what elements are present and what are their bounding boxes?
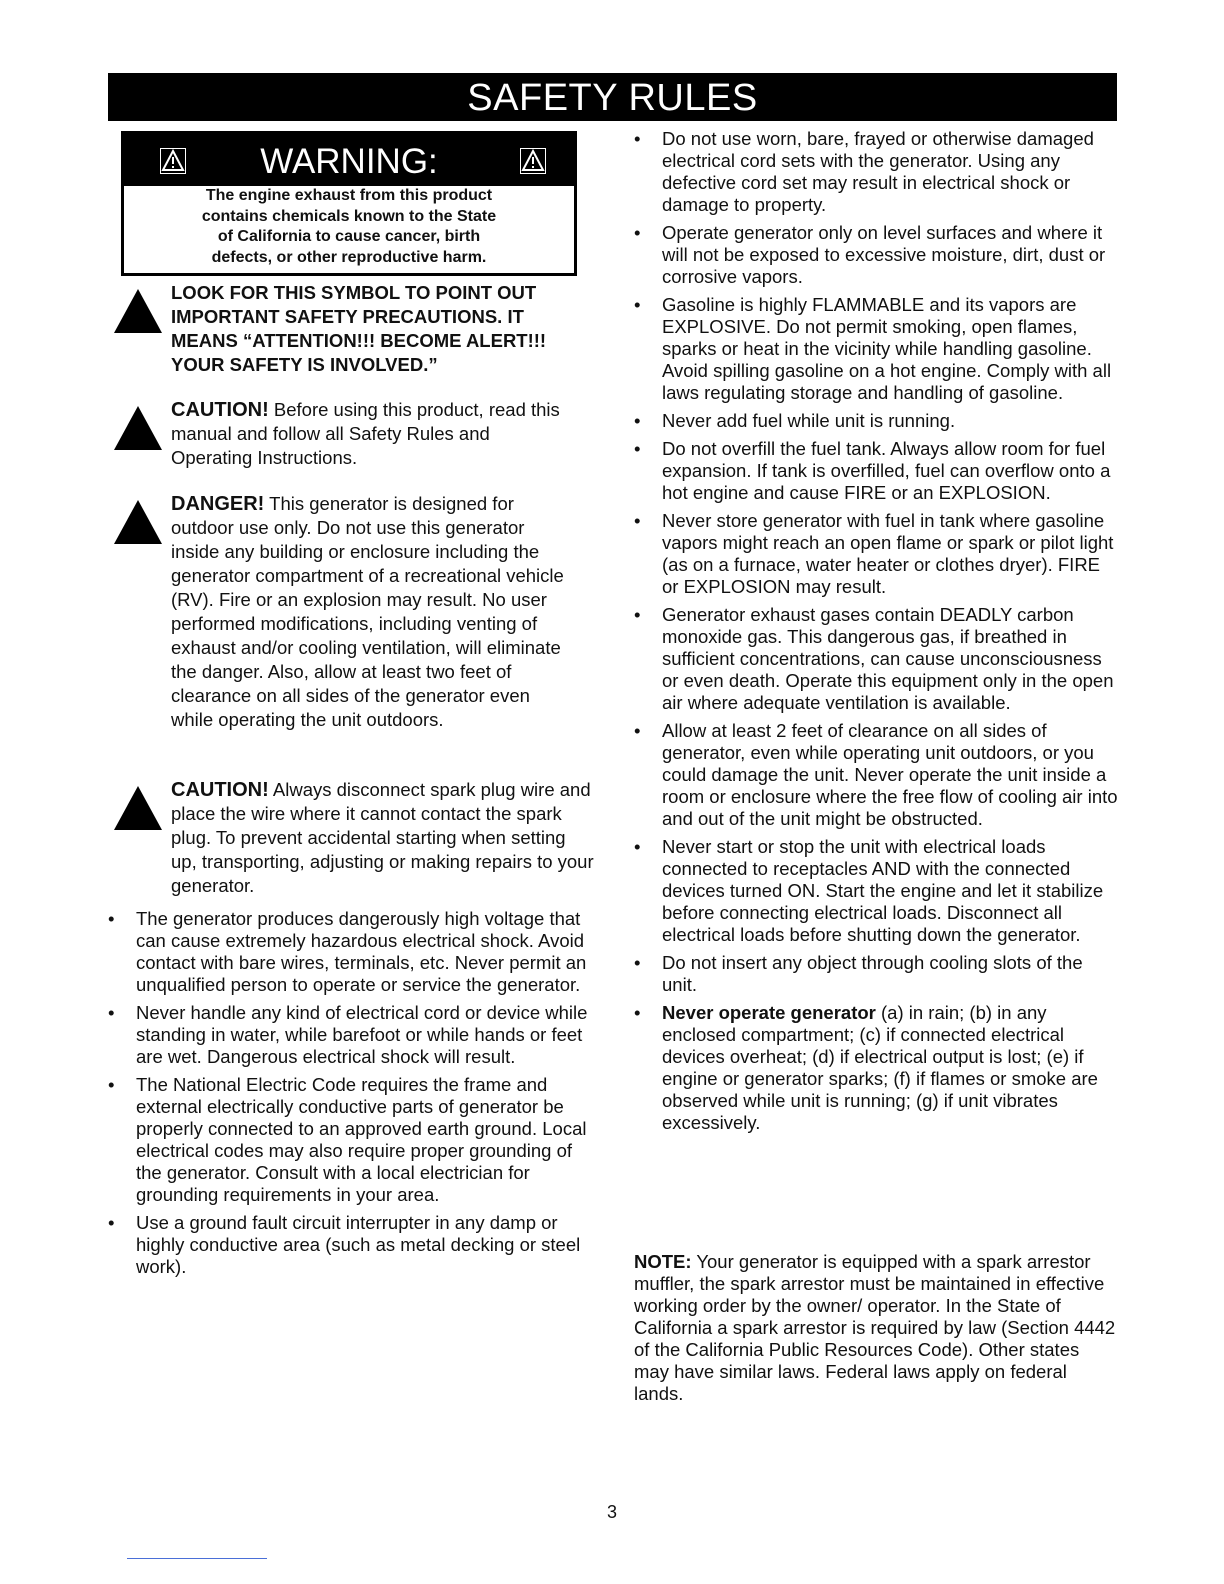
bullet: •: [634, 836, 641, 857]
list-item-text: Use a ground fault circuit interrupter in any damp or highly conductive area (such as metal decking or steel work).: [136, 1212, 581, 1277]
bullet: •: [634, 510, 641, 531]
note-paragraph: [634, 1251, 1119, 1405]
list-item: [634, 222, 1119, 288]
caution-lead: CAUTION!: [171, 399, 269, 421]
warning-line: contains chemicals known to the State: [201, 207, 497, 225]
bullet: •: [108, 908, 115, 929]
list-item: [634, 836, 1119, 946]
bullet: •: [634, 604, 641, 625]
bullet: •: [634, 222, 641, 243]
list-item-text: Do not use worn, bare, frayed or otherwise damaged electrical cord sets with the generator. Using any defective cord set may result in electrical shock or damage to property.: [662, 128, 1094, 215]
caution-lead: CAUTION!: [171, 779, 269, 801]
list-item-text: The generator produces dangerously high voltage that can cause extremely hazardous electrical shock. Avoid contact with bare wires, terminals, etc. Never permit an unqualified person to operate or service the generator.: [136, 908, 587, 995]
bullet: •: [634, 1002, 641, 1023]
safety-alert-icon: [113, 288, 163, 334]
caution-paragraph: [171, 398, 571, 470]
warning-triangle-icon: [520, 148, 546, 174]
list-item-text: Allow at least 2 feet of clearance on all sides of generator, even while operating unit outdoors, or you could damage the unit. Never operate the unit inside a room or enclosure where the free flow of cooling air into and out of the unit might be obstructed.: [662, 720, 1118, 829]
warning-header: [124, 134, 574, 186]
warning-line: The engine exhaust from this product: [205, 187, 493, 204]
list-item-text: Do not insert any object through cooling slots of the unit.: [662, 952, 1083, 995]
list-item-text: Do not overfill the fuel tank. Always allow room for fuel expansion. If tank is overfilled, fuel can overflow onto a hot engine and cause FIRE or an EXPLOSION.: [662, 438, 1111, 503]
danger-text: This generator is designed for outdoor use only. Do not use this generator inside any building or enclosure including the generator compartment of a recreational vehicle (RV). Fire or an explosion may result. No user performed modifications, including venting of exhaust and/or cooling ventilation, will eliminate the danger. Also, allow at least two feet of clearance on all sides of the generator even while operating the unit outdoors.: [171, 493, 564, 730]
safety-alert-icon: [113, 499, 163, 545]
bullet: •: [634, 128, 641, 149]
bullet: •: [634, 438, 641, 459]
list-item-text: Never store generator with fuel in tank where gasoline vapors might reach an open flame or spark or pilot light (as on a furnace, water heater or clothes dryer). FIRE or EXPLOSION may result.: [662, 510, 1114, 597]
right-bullet-list: [634, 128, 1119, 1140]
list-item: [634, 410, 1119, 432]
warning-text: [124, 186, 574, 268]
list-item: [108, 908, 593, 996]
caution-text: Before using this product, read this manual and follow all Safety Rules and Operating Instructions.: [171, 399, 560, 468]
page-number: 3: [606, 1502, 617, 1522]
bullet: •: [634, 410, 641, 431]
note-text: Your generator is equipped with a spark arrestor muffler, the spark arrestor must be maintained in effective working order by the owner/ operator. In the State of California a spark arrestor is required by law (Section 4442 of the California Public Resources Code). Other states may have similar laws. Federal laws apply on federal lands.: [634, 1251, 1116, 1404]
list-item: [634, 510, 1119, 598]
bullet: •: [634, 952, 641, 973]
bullet: •: [634, 720, 641, 741]
list-item: [634, 438, 1119, 504]
warning-line: of California to cause cancer, birth: [217, 228, 481, 245]
list-item-text: Generator exhaust gases contain DEADLY carbon monoxide gas. This dangerous gas, if breathed in sufficient concentrations, can cause unconsciousness or even death. Operate this equipment only in the open air where adequate ventilation is available.: [662, 604, 1114, 713]
list-item-text: Never handle any kind of electrical cord or device while standing in water, while barefoot or while hands or feet are wet. Dangerous electrical shock will result.: [136, 1002, 588, 1067]
list-item: [108, 1002, 593, 1068]
section-title: SAFETY RULES: [108, 73, 1117, 121]
bullet: •: [634, 294, 641, 315]
list-item: [634, 128, 1119, 216]
warning-line: defects, or other reproductive harm.: [211, 248, 487, 266]
list-item-text: Operate generator only on level surfaces and where it will not be exposed to excessive moisture, dirt, dust or corrosive vapors.: [662, 222, 1106, 287]
list-item-text: Never add fuel while unit is running.: [662, 410, 956, 431]
list-item: [634, 294, 1119, 404]
list-item-text: The National Electric Code requires the frame and external electrically conductive parts of generator be properly connected to an approved earth ground. Local electrical codes may also require proper grounding of the generator. Consult with a local electrician for grounding requirements in your area.: [136, 1074, 587, 1205]
danger-paragraph: [171, 492, 576, 732]
list-item-lead: Never operate generator: [662, 1002, 876, 1023]
bullet: •: [108, 1212, 115, 1233]
list-item: [108, 1212, 593, 1278]
caution-text: Always disconnect spark plug wire and place the wire where it cannot contact the spark plug. To prevent accidental starting when setting up, transporting, adjusting or making repairs to your generator.: [171, 779, 594, 896]
list-item-text: Never start or stop the unit with electrical loads connected to receptacles AND with the connected devices turned ON. Start the engine and let it stabilize before connecting electrical loads. Disconnect all electrical loads before shutting down the generator.: [662, 836, 1104, 945]
list-item: [634, 720, 1119, 830]
note-lead: NOTE:: [634, 1251, 692, 1272]
footer-line: [127, 1558, 267, 1559]
list-item: [108, 1074, 593, 1206]
warning-title: WARNING:: [260, 142, 438, 181]
danger-lead: DANGER!: [171, 493, 265, 515]
left-bullet-list: [108, 908, 593, 1284]
symbol-note: LOOK FOR THIS SYMBOL TO POINT OUT IMPORTANT SAFETY PRECAUTIONS. IT MEANS “ATTENTION!!! BECOME ALERT!!! YOUR SAFETY IS INVOLVED.”: [171, 282, 547, 375]
list-item: [634, 1002, 1119, 1134]
warning-box: [121, 131, 577, 276]
safety-alert-icon: [113, 785, 163, 831]
bullet: •: [108, 1002, 115, 1023]
list-item-text: Gasoline is highly FLAMMABLE and its vapors are EXPLOSIVE. Do not permit smoking, open flames, sparks or heat in the vicinity while handling gasoline. Avoid spilling gasoline on a hot engine. Comply with all laws regulating storage and handling of gasoline.: [662, 294, 1112, 403]
list-item: [634, 952, 1119, 996]
bullet: •: [108, 1074, 115, 1095]
list-item: [634, 604, 1119, 714]
list-item-text: (a) in rain; (b) in any enclosed compartment; (c) if connected electrical devices overheat; (d) if electrical output is lost; (e) if engine or generator sparks; (f) if flames or smoke are observed while unit is running; (g) if unit vibrates excessively.: [662, 1002, 1098, 1133]
safety-alert-icon: [113, 405, 163, 451]
caution-paragraph: [171, 778, 596, 898]
